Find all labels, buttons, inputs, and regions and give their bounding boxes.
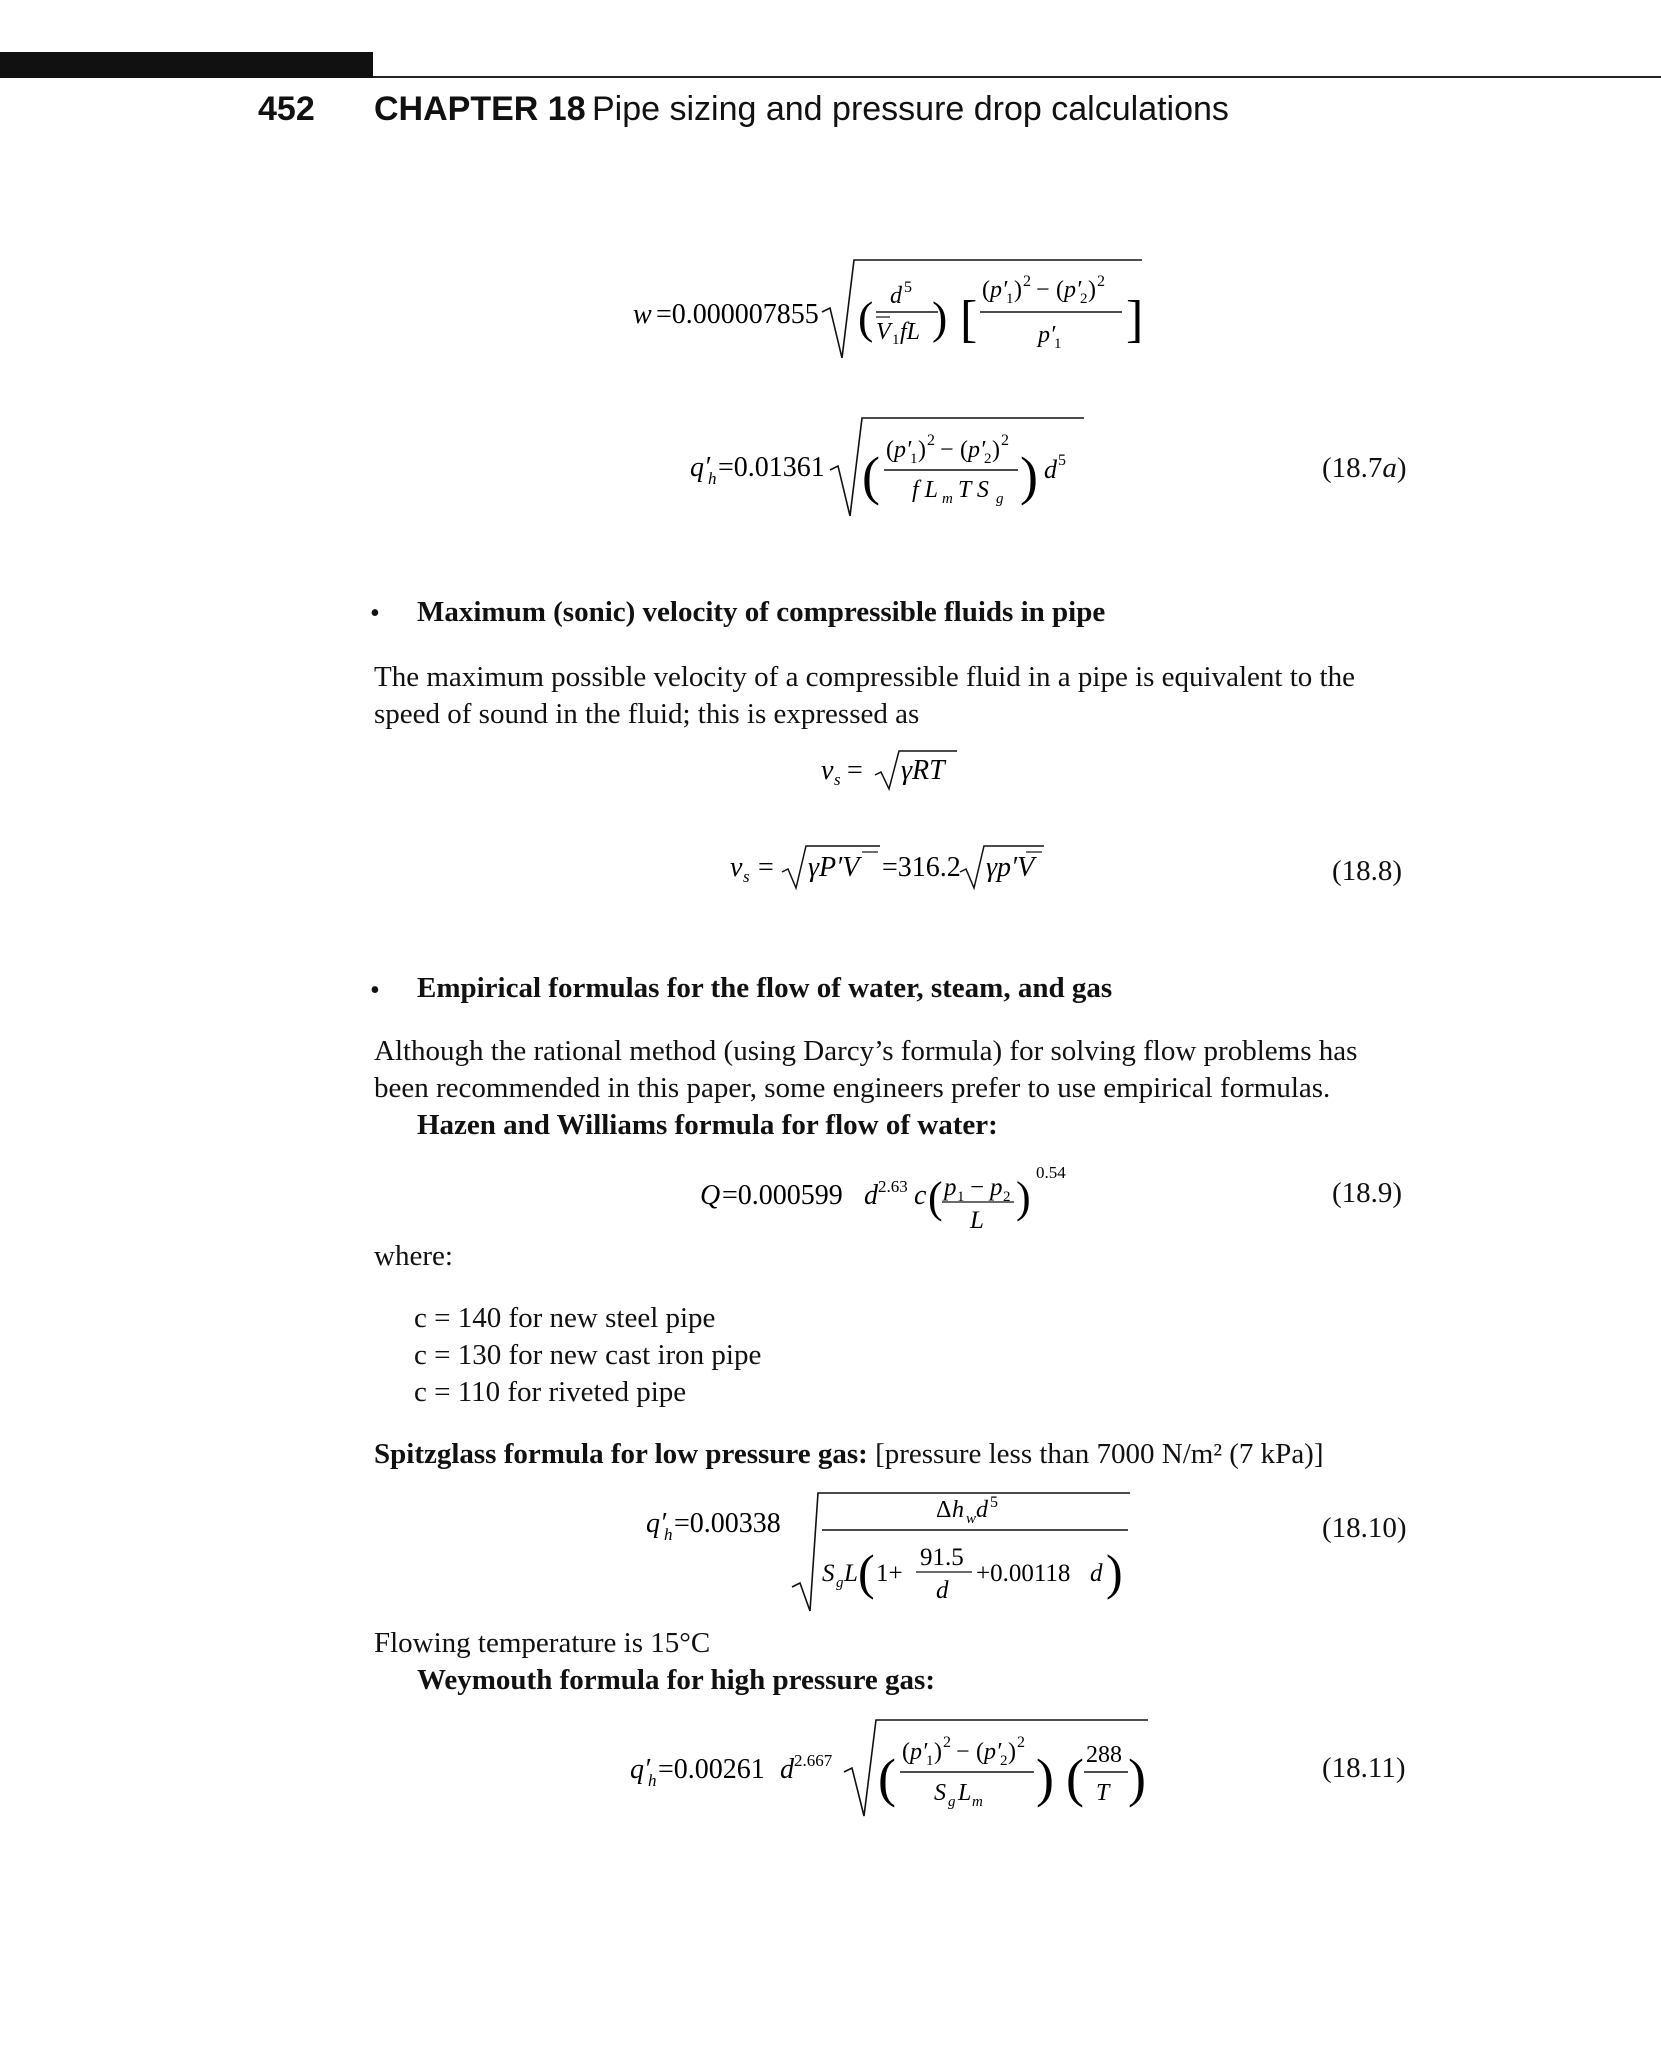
bullet-sonic: • bbox=[370, 598, 380, 629]
heading-spitzglass: Spitzglass formula for low pressure gas: bbox=[374, 1438, 868, 1470]
svg-text:d: d bbox=[1044, 455, 1057, 484]
svg-text:L: L bbox=[970, 1207, 984, 1230]
svg-text:1: 1 bbox=[1006, 291, 1014, 307]
svg-text:m: m bbox=[972, 1794, 983, 1810]
svg-text:s: s bbox=[834, 770, 841, 789]
svg-text:): ) bbox=[1128, 1748, 1146, 1808]
svg-text:91.5: 91.5 bbox=[920, 1544, 964, 1571]
svg-text:L: L bbox=[958, 1780, 972, 1806]
svg-text:L: L bbox=[844, 1560, 858, 1587]
svg-text:=: = bbox=[758, 852, 774, 883]
svg-text:2.63: 2.63 bbox=[878, 1177, 908, 1196]
svg-text:p′: p′ bbox=[894, 437, 912, 463]
equation-number-18-11: (18.11) bbox=[1322, 1752, 1406, 1784]
svg-text:g: g bbox=[996, 491, 1004, 507]
page-number: 452 bbox=[258, 90, 315, 128]
heading-weymouth: Weymouth formula for high pressure gas: bbox=[417, 1664, 935, 1696]
svg-text:q′: q′ bbox=[646, 1508, 667, 1539]
svg-text:c: c bbox=[914, 1180, 927, 1211]
svg-text:−: − bbox=[970, 1174, 985, 1201]
svg-text:=: = bbox=[847, 755, 863, 786]
equation-w bbox=[600, 250, 1160, 370]
svg-text:): ) bbox=[932, 292, 948, 343]
equation-18-7a bbox=[680, 410, 1100, 525]
svg-text:w: w bbox=[633, 299, 652, 330]
svg-text:2: 2 bbox=[984, 451, 992, 467]
svg-text:S: S bbox=[822, 1560, 835, 1587]
paragraph-empirical-line1: Although the rational method (using Darcy’s formula) for solving flow problems has bbox=[374, 1035, 1358, 1067]
svg-text:γp′V: γp′V bbox=[986, 852, 1035, 883]
svg-text:): ) bbox=[1036, 1748, 1054, 1808]
svg-text:h: h bbox=[664, 1525, 673, 1544]
svg-text:−: − bbox=[956, 1739, 970, 1765]
svg-text:h: h bbox=[708, 469, 717, 488]
c-value-cast-iron: c = 130 for new cast iron pipe bbox=[414, 1339, 762, 1371]
svg-text:(: ( bbox=[1066, 1748, 1084, 1808]
svg-text:V: V bbox=[876, 319, 891, 345]
svg-text:−: − bbox=[940, 437, 954, 463]
equation-number-18-7a: (18.7a) bbox=[1322, 452, 1407, 484]
svg-text:d: d bbox=[1090, 1560, 1103, 1587]
svg-text:d: d bbox=[864, 1180, 878, 1211]
svg-text:[: [ bbox=[960, 291, 978, 348]
svg-text:d: d bbox=[936, 1577, 949, 1604]
svg-text:): ) bbox=[1088, 277, 1096, 303]
svg-text:v: v bbox=[730, 852, 743, 883]
svg-text:): ) bbox=[918, 437, 926, 463]
spitzglass-note: [pressure less than 7000 N/m² (7 kPa)] bbox=[875, 1438, 1324, 1470]
paragraph-sonic-line2: speed of sound in the fluid; this is expressed as bbox=[374, 698, 920, 730]
heading-empirical: Empirical formulas for the flow of water, steam, and gas bbox=[417, 972, 1113, 1004]
svg-text:): ) bbox=[1020, 446, 1038, 506]
equation-number-18-10: (18.10) bbox=[1322, 1512, 1407, 1544]
spitzglass-line bbox=[374, 1436, 1324, 1473]
svg-text:1+: 1+ bbox=[876, 1560, 903, 1587]
svg-text:d: d bbox=[890, 283, 902, 309]
svg-text:fL: fL bbox=[900, 319, 921, 345]
svg-text:(: ( bbox=[902, 1739, 910, 1765]
svg-text:p′: p′ bbox=[984, 1739, 1002, 1765]
svg-text:2: 2 bbox=[1097, 273, 1105, 290]
svg-text:(: ( bbox=[928, 1173, 943, 1222]
svg-text:Q: Q bbox=[700, 1180, 721, 1211]
svg-text:2: 2 bbox=[1080, 291, 1088, 307]
svg-text:2: 2 bbox=[1017, 1734, 1025, 1751]
svg-text:d: d bbox=[976, 1497, 988, 1523]
chapter-title: Pipe sizing and pressure drop calculations bbox=[592, 90, 1229, 128]
svg-text:): ) bbox=[934, 1739, 942, 1765]
svg-text:p′: p′ bbox=[910, 1739, 928, 1765]
svg-text:d: d bbox=[780, 1754, 794, 1785]
equation-vs-gamma-rt bbox=[805, 745, 985, 795]
svg-text:(: ( bbox=[886, 437, 894, 463]
bullet-empirical: • bbox=[370, 975, 380, 1006]
svg-text:=316.2: =316.2 bbox=[882, 852, 961, 883]
svg-text:): ) bbox=[992, 437, 1000, 463]
svg-text:1: 1 bbox=[926, 1753, 934, 1769]
svg-text:g: g bbox=[836, 1575, 844, 1591]
svg-text:p′: p′ bbox=[990, 277, 1008, 303]
paragraph-sonic-line1: The maximum possible velocity of a compressible fluid in a pipe is equivalent to the bbox=[374, 661, 1355, 693]
svg-text:S: S bbox=[934, 1780, 946, 1806]
svg-text:288: 288 bbox=[1086, 1742, 1122, 1768]
svg-text:f L: f L bbox=[912, 477, 939, 503]
svg-text:0.54: 0.54 bbox=[1036, 1163, 1066, 1182]
svg-text:s: s bbox=[743, 867, 750, 886]
paragraph-empirical-line2: been recommended in this paper, some engineers prefer to use empirical formulas. bbox=[374, 1072, 1331, 1104]
svg-text:): ) bbox=[1106, 1544, 1123, 1600]
svg-text:2: 2 bbox=[1003, 1189, 1011, 1205]
svg-text:5: 5 bbox=[1058, 452, 1066, 469]
svg-text:2: 2 bbox=[927, 432, 935, 449]
svg-text:5: 5 bbox=[904, 279, 912, 296]
svg-text:(: ( bbox=[878, 1748, 896, 1808]
svg-text:2: 2 bbox=[1001, 432, 1009, 449]
svg-text:=0.000007855: =0.000007855 bbox=[656, 299, 819, 330]
svg-text:(: ( bbox=[976, 1739, 984, 1765]
svg-text:]: ] bbox=[1126, 291, 1144, 348]
equation-number-18-9: (18.9) bbox=[1332, 1177, 1403, 1209]
svg-text:T: T bbox=[1096, 1780, 1110, 1806]
chapter-label: CHAPTER 18 bbox=[374, 90, 586, 128]
svg-text:−: − bbox=[1036, 277, 1050, 303]
equation-18-8 bbox=[720, 840, 1060, 900]
svg-text:=0.01361: =0.01361 bbox=[718, 452, 825, 483]
heading-hazen-williams: Hazen and Williams formula for flow of water: bbox=[417, 1109, 998, 1141]
flowing-temperature: Flowing temperature is 15°C bbox=[374, 1627, 711, 1659]
where-label: where: bbox=[374, 1240, 453, 1272]
svg-text:(: ( bbox=[862, 446, 880, 506]
svg-text:g: g bbox=[948, 1794, 956, 1810]
svg-text:Δ: Δ bbox=[936, 1497, 952, 1523]
c-value-riveted: c = 110 for riveted pipe bbox=[414, 1376, 687, 1408]
svg-text:p′: p′ bbox=[1064, 277, 1082, 303]
svg-text:2: 2 bbox=[943, 1734, 951, 1751]
svg-text:(: ( bbox=[1056, 277, 1064, 303]
svg-text:h: h bbox=[952, 1497, 964, 1523]
svg-text:p′: p′ bbox=[1038, 322, 1056, 348]
svg-text:=0.000599: =0.000599 bbox=[722, 1180, 843, 1211]
c-value-steel: c = 140 for new steel pipe bbox=[414, 1302, 716, 1334]
svg-text:): ) bbox=[1008, 1739, 1016, 1765]
svg-text:1: 1 bbox=[957, 1189, 965, 1205]
svg-text:γRT: γRT bbox=[901, 755, 945, 786]
svg-text:): ) bbox=[1016, 1173, 1031, 1222]
svg-text:p: p bbox=[944, 1174, 957, 1201]
svg-text:=0.00338: =0.00338 bbox=[674, 1508, 781, 1539]
equation-18-9 bbox=[690, 1150, 1090, 1230]
svg-text:1: 1 bbox=[910, 451, 918, 467]
svg-text:q′: q′ bbox=[630, 1754, 651, 1785]
svg-text:2: 2 bbox=[1023, 273, 1031, 290]
svg-text:p: p bbox=[990, 1174, 1003, 1201]
svg-text:w: w bbox=[966, 1511, 977, 1527]
svg-text:v: v bbox=[821, 755, 834, 786]
svg-text:(: ( bbox=[858, 292, 874, 343]
svg-text:2.667: 2.667 bbox=[794, 1751, 833, 1770]
svg-text:(: ( bbox=[960, 437, 968, 463]
svg-text:5: 5 bbox=[990, 1494, 998, 1511]
equation-18-10 bbox=[640, 1485, 1140, 1615]
equation-18-11 bbox=[620, 1712, 1160, 1822]
svg-text:(: ( bbox=[982, 277, 990, 303]
svg-text:h: h bbox=[648, 1771, 657, 1790]
svg-text:p′: p′ bbox=[968, 437, 986, 463]
svg-text:γP′V: γP′V bbox=[808, 852, 860, 883]
equation-number-18-8: (18.8) bbox=[1332, 855, 1403, 887]
svg-text:=0.00261: =0.00261 bbox=[658, 1754, 765, 1785]
header-rule bbox=[373, 76, 1661, 78]
svg-text:(: ( bbox=[858, 1544, 875, 1600]
header-bar bbox=[0, 52, 373, 78]
heading-sonic: Maximum (sonic) velocity of compressible fluids in pipe bbox=[417, 596, 1106, 628]
svg-text:1: 1 bbox=[892, 332, 900, 348]
svg-text:1: 1 bbox=[1054, 336, 1062, 352]
svg-text:): ) bbox=[1014, 277, 1022, 303]
svg-text:T S: T S bbox=[958, 477, 989, 503]
svg-text:2: 2 bbox=[1000, 1753, 1008, 1769]
svg-text:m: m bbox=[942, 491, 953, 507]
svg-text:+0.00118: +0.00118 bbox=[976, 1560, 1071, 1587]
svg-text:q′: q′ bbox=[690, 452, 711, 483]
